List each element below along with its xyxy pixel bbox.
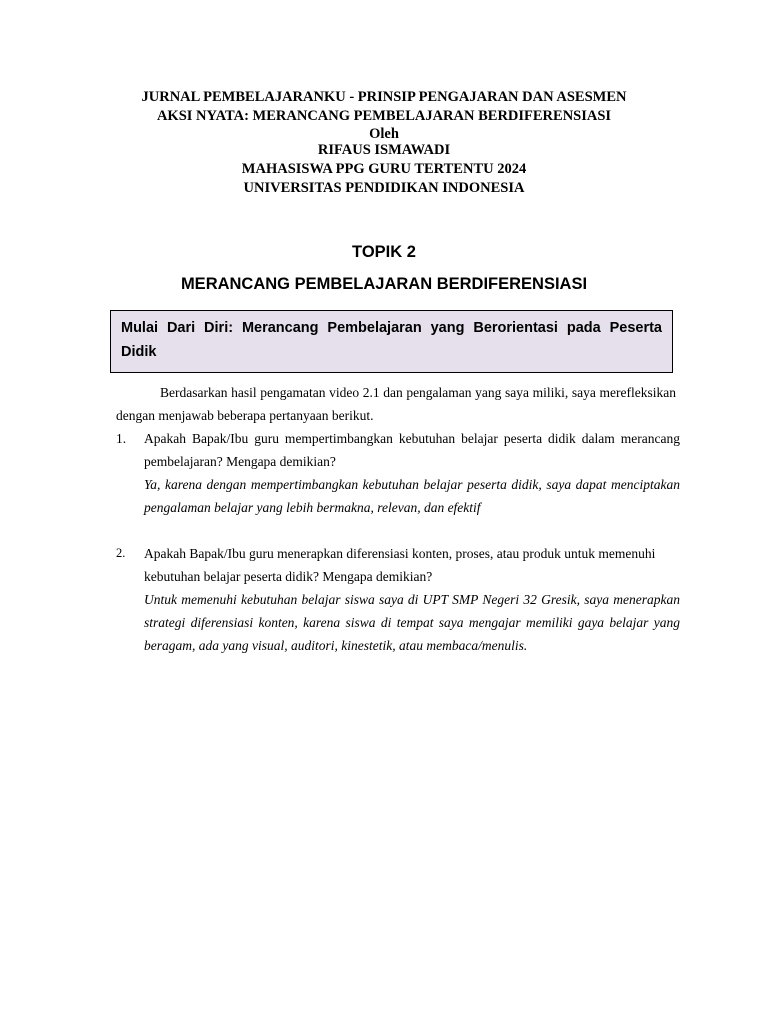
topic-title: MERANCANG PEMBELAJARAN BERDIFERENSIASI (180, 275, 588, 293)
answer-text: Ya, karena dengan mempertimbangkan kebutuhan belajar peserta didik, saya dapat menciptakan pengalaman belajar yang lebih bermakna, relevan, dan efektif (144, 477, 680, 515)
question-item (116, 427, 680, 519)
topic-number: TOPIK 2 (352, 243, 416, 261)
question-item (116, 542, 680, 657)
question-number: 1. (116, 431, 127, 446)
question-text: Apakah Bapak/Ibu guru menerapkan diferensiasi konten, proses, atau produk untuk memenuhi kebutuhan belajar peserta didik? Mengapa demikian? (144, 546, 656, 584)
section-title-box: Mulai Dari Diri: Merancang Pembelajaran yang Berorientasi pada Peserta Didik (110, 310, 673, 373)
document-header (0, 88, 768, 198)
university-name: UNIVERSITAS PENDIDIKAN INDONESIA (243, 180, 525, 196)
action-title: AKSI NYATA: MERANCANG PEMBELAJARAN BERDIFERENSIASI (156, 108, 612, 124)
intro-paragraph: Berdasarkan hasil pengamatan video 2.1 dan pengalaman yang saya miliki, saya merefleksikan dengan menjawab beberapa pertanyaan berikut. (116, 385, 676, 423)
question-text: Apakah Bapak/Ibu guru mempertimbangkan kebutuhan belajar peserta didik dalam merancang pembelajaran? Mengapa demikian? (144, 431, 680, 469)
journal-title: JURNAL PEMBELAJARANKU - PRINSIP PENGAJARAN DAN ASESMEN (141, 89, 627, 105)
by-label: Oleh (369, 126, 399, 142)
question-number: 2. (116, 546, 126, 560)
answer-text: Untuk memenuhi kebutuhan belajar siswa saya di UPT SMP Negeri 32 Gresik, saya menerapkan strategi diferensiasi konten, karena siswa di tempat saya mengajar memiliki gaya belajar yang beragam, ada yang visual, auditori, kinestetik, atau membaca/menulis. (144, 592, 680, 653)
author-program: MAHASISWA PPG GURU TERTENTU 2024 (241, 161, 527, 177)
author-name: RIFAUS ISMAWADI (317, 142, 451, 158)
topic-heading (0, 242, 768, 294)
